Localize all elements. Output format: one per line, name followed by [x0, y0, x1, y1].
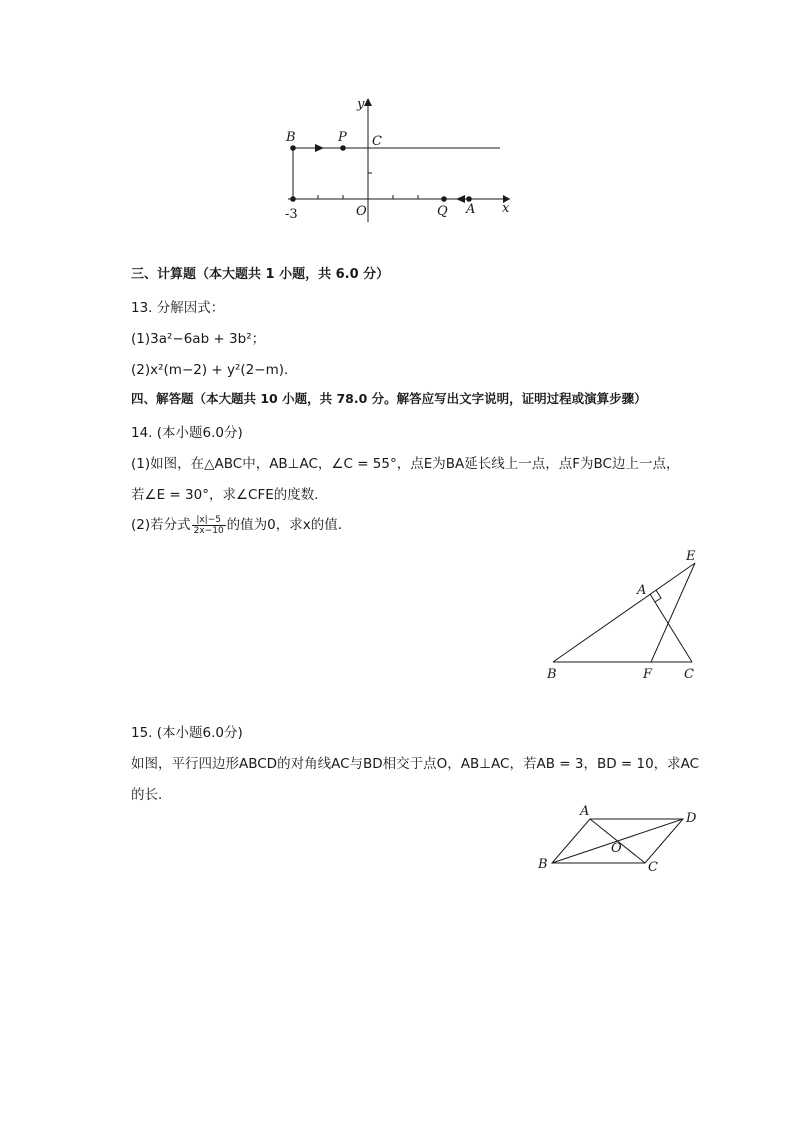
q14-title: 14. (本小题6.0分)	[131, 425, 243, 441]
fraction-numerator: |x|−5	[192, 515, 226, 526]
q15-line1: 如图，平行四边形ABCD的对角线AC与BD相交于点O，AB⊥AC，若AB = 3，BD = 10，求AC	[131, 756, 700, 772]
label-b: B	[547, 667, 557, 682]
q15-line2: 的长．	[131, 787, 172, 803]
label-d: D	[686, 811, 697, 826]
section3-heading: 三、计算题（本大题共 1 小题，共 6.0 分）	[131, 267, 390, 282]
q14-line3	[131, 513, 351, 536]
label-y: y	[357, 97, 365, 112]
fraction-denominator: 2x−10	[193, 525, 224, 536]
q14-line3-prefix: (2)若分式	[131, 517, 191, 533]
fraction	[192, 515, 226, 536]
label-p: P	[338, 130, 347, 145]
q14-line2: 若∠E = 30°，求∠CFE的度数．	[131, 487, 328, 503]
label-o: O	[356, 204, 367, 219]
label-e: E	[686, 549, 696, 564]
point-a	[466, 196, 472, 202]
point-q	[441, 196, 447, 202]
label-c: C	[648, 860, 658, 875]
label-b: B	[286, 130, 296, 145]
section4-heading: 四、解答题（本大题共 10 小题，共 78.0 分。解答应写出文字说明，证明过程或演算步骤）	[131, 391, 647, 406]
y-axis-arrow	[364, 98, 372, 106]
segment-a-c	[650, 594, 692, 662]
label-o: O	[611, 841, 622, 856]
label-a: A	[580, 804, 590, 819]
q14-line1: (1)如图，在△ABC中，AB⊥AC，∠C = 55°，点E为BA延长线上一点，点F为BC边上一点，	[131, 456, 680, 472]
label-minus3: -3	[285, 207, 298, 222]
q14-line3-suffix: 的值为0，求x的值．	[226, 517, 352, 533]
label-c: C	[372, 134, 382, 149]
parallelogram-figure	[0, 795, 794, 885]
label-c: C	[684, 667, 694, 682]
label-a: A	[466, 202, 476, 217]
q13-part1: (1)3a²−6ab + 3b²；	[131, 331, 266, 347]
label-f: F	[643, 667, 653, 682]
q15-title: 15. (本小题6.0分)	[131, 725, 243, 741]
label-b: B	[538, 857, 548, 872]
point-b	[290, 145, 296, 151]
triangle-figure	[0, 540, 794, 700]
label-x: x	[502, 201, 510, 216]
q13-part2: (2)x²(m−2) + y²(2−m)．	[131, 362, 298, 378]
point-minus3	[290, 196, 296, 202]
number-line-figure	[0, 90, 794, 330]
point-p	[340, 145, 346, 151]
label-q: Q	[437, 204, 448, 219]
motion-arrow-p	[315, 144, 324, 152]
motion-arrow-q	[456, 195, 465, 203]
label-a: A	[637, 583, 647, 598]
segment-b-e	[553, 563, 695, 662]
right-angle-mark	[655, 590, 661, 602]
q13-title: 13. 分解因式：	[131, 300, 225, 316]
